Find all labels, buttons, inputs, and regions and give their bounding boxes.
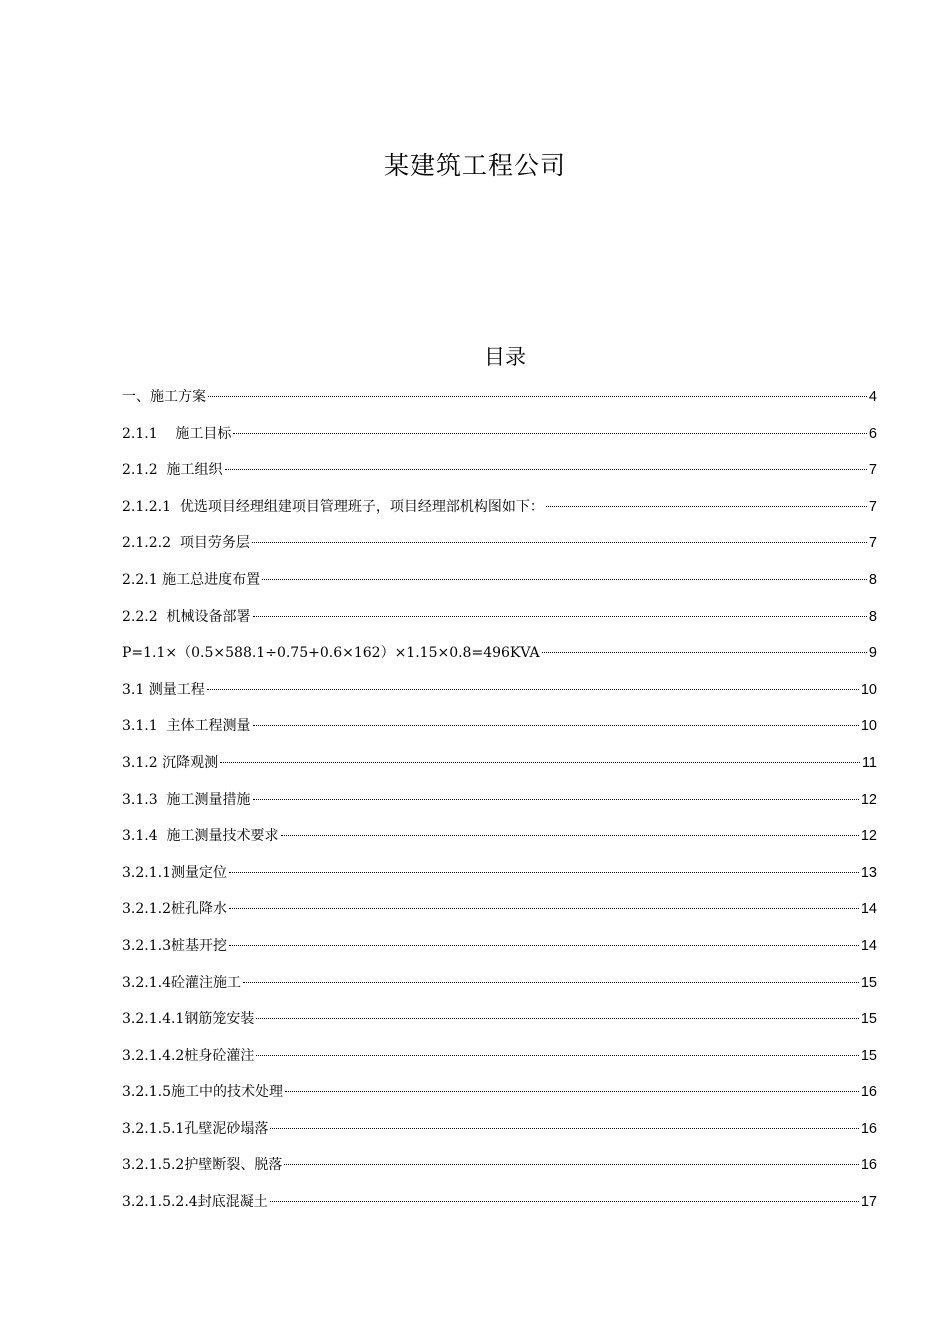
toc-entry-page-number: 15 — [860, 1047, 877, 1064]
toc-entry-title: 3.2.1.3桩基开挖 — [122, 937, 227, 954]
toc-entry-title: 3.2.1.4砼灌注施工 — [122, 974, 241, 991]
toc-entry-page-number: 15 — [860, 1011, 877, 1028]
toc-dot-leader — [546, 506, 867, 507]
toc-entry[interactable] — [122, 934, 877, 971]
toc-entry-page-number: 12 — [860, 828, 877, 845]
toc-entry[interactable] — [122, 1007, 877, 1044]
toc-dot-leader — [270, 1201, 859, 1202]
toc-entry[interactable] — [122, 861, 877, 898]
company-title: 某建筑工程公司 — [383, 151, 566, 180]
toc-entry-page-number: 16 — [860, 1084, 877, 1101]
toc-entry[interactable] — [122, 605, 877, 642]
toc-entry-title: 3.1.3 施工测量措施 — [122, 791, 251, 808]
toc-entry-page-number: 13 — [860, 864, 877, 881]
toc-entry-page-number: 8 — [868, 608, 877, 625]
toc-entry-title: 2.1.2.1 优选项目经理组建项目管理班子，项目经理部机构图如下： — [122, 498, 544, 515]
toc-entry-page-number: 4 — [868, 389, 877, 405]
toc-entry-page-number: 7 — [868, 535, 877, 552]
toc-entry[interactable] — [122, 1117, 877, 1154]
table-of-contents — [122, 385, 877, 1227]
toc-dot-leader — [220, 762, 860, 763]
toc-entry-title: 3.2.1.5.2护壁断裂、脱落 — [122, 1157, 283, 1174]
toc-entry-title: 3.1 测量工程 — [122, 681, 205, 698]
toc-entry-page-number: 10 — [860, 681, 877, 698]
toc-dot-leader — [542, 652, 867, 653]
toc-entry-title: 3.2.1.4.1钢筋笼安装 — [122, 1011, 255, 1028]
toc-dot-leader — [256, 1055, 859, 1056]
toc-entry-title: 3.2.1.5.1孔壁泥砂塌落 — [122, 1120, 269, 1137]
toc-entry[interactable] — [122, 824, 877, 861]
toc-entry[interactable] — [122, 458, 877, 495]
toc-entry-page-number: 16 — [860, 1120, 877, 1137]
toc-entry-page-number: 17 — [860, 1194, 877, 1211]
toc-entry[interactable] — [122, 495, 877, 532]
toc-entry-page-number: 7 — [868, 462, 877, 479]
toc-dot-leader — [253, 799, 859, 800]
toc-entry-page-number: 12 — [860, 791, 877, 808]
toc-entry-title: 3.1.2 沉降观测 — [122, 754, 219, 771]
toc-entry[interactable] — [122, 1080, 877, 1117]
toc-entry-title: 2.1.1 施工目标 — [122, 425, 232, 442]
toc-entry[interactable] — [122, 897, 877, 934]
toc-dot-leader — [208, 396, 867, 397]
toc-entry-title: 2.1.2.2 项目劳务层 — [122, 535, 250, 552]
toc-entry-title: 3.2.1.4.2桩身砼灌注 — [122, 1047, 255, 1064]
toc-entry-title: 3.1.4 施工测量技术要求 — [122, 828, 279, 845]
toc-entry-page-number: 15 — [860, 974, 877, 991]
toc-entry[interactable] — [122, 971, 877, 1008]
toc-entry-page-number: 8 — [868, 571, 877, 588]
toc-entry-title: 3.1.1 主体工程测量 — [122, 718, 251, 735]
toc-entry[interactable] — [122, 678, 877, 715]
toc-heading: 目录 — [484, 345, 526, 369]
toc-entry[interactable] — [122, 1190, 877, 1227]
toc-entry[interactable] — [122, 422, 877, 459]
toc-entry[interactable] — [122, 788, 877, 825]
toc-entry-title: 3.2.1.2桩孔降水 — [122, 901, 227, 918]
toc-dot-leader — [252, 542, 867, 543]
toc-entry-title: 一、施工方案 — [122, 389, 206, 405]
toc-entry-title: 2.2.1 施工总进度布置 — [122, 571, 261, 588]
toc-entry[interactable] — [122, 1153, 877, 1190]
toc-entry[interactable] — [122, 385, 877, 422]
toc-dot-leader — [225, 469, 867, 470]
toc-entry[interactable] — [122, 641, 877, 678]
toc-dot-leader — [253, 616, 867, 617]
toc-entry-page-number: 16 — [860, 1157, 877, 1174]
toc-entry[interactable] — [122, 751, 877, 788]
toc-entry-page-number: 9 — [868, 645, 877, 662]
toc-entry-title: 3.2.1.1测量定位 — [122, 864, 227, 881]
toc-entry-page-number: 10 — [860, 718, 877, 735]
toc-entry-title: 3.2.1.5施工中的技术处理 — [122, 1084, 283, 1101]
toc-dot-leader — [270, 1128, 859, 1129]
toc-entry[interactable] — [122, 714, 877, 751]
toc-entry-title: P=1.1×（0.5×588.1÷0.75+0.6×162）×1.15×0.8=496KVA — [122, 645, 540, 662]
toc-dot-leader — [284, 1164, 859, 1165]
toc-entry-page-number: 11 — [861, 754, 877, 771]
toc-entry-title: 2.1.2 施工组织 — [122, 462, 223, 479]
toc-dot-leader — [281, 835, 859, 836]
toc-entry-page-number: 14 — [860, 901, 877, 918]
toc-dot-leader — [229, 945, 859, 946]
toc-entry[interactable] — [122, 531, 877, 568]
toc-entry[interactable] — [122, 568, 877, 605]
toc-dot-leader — [262, 579, 867, 580]
toc-entry-page-number: 7 — [868, 498, 877, 515]
toc-entry-title: 3.2.1.5.2.4封底混凝土 — [122, 1194, 268, 1211]
toc-dot-leader — [256, 1018, 859, 1019]
toc-dot-leader — [207, 689, 859, 690]
toc-entry[interactable] — [122, 1044, 877, 1081]
toc-dot-leader — [243, 982, 859, 983]
toc-dot-leader — [253, 725, 859, 726]
toc-entry-page-number: 14 — [860, 937, 877, 954]
toc-dot-leader — [233, 433, 866, 434]
toc-entry-page-number: 6 — [868, 425, 877, 442]
toc-entry-title: 2.2.2 机械设备部署 — [122, 608, 251, 625]
toc-dot-leader — [229, 908, 859, 909]
toc-dot-leader — [285, 1091, 859, 1092]
toc-dot-leader — [229, 872, 859, 873]
